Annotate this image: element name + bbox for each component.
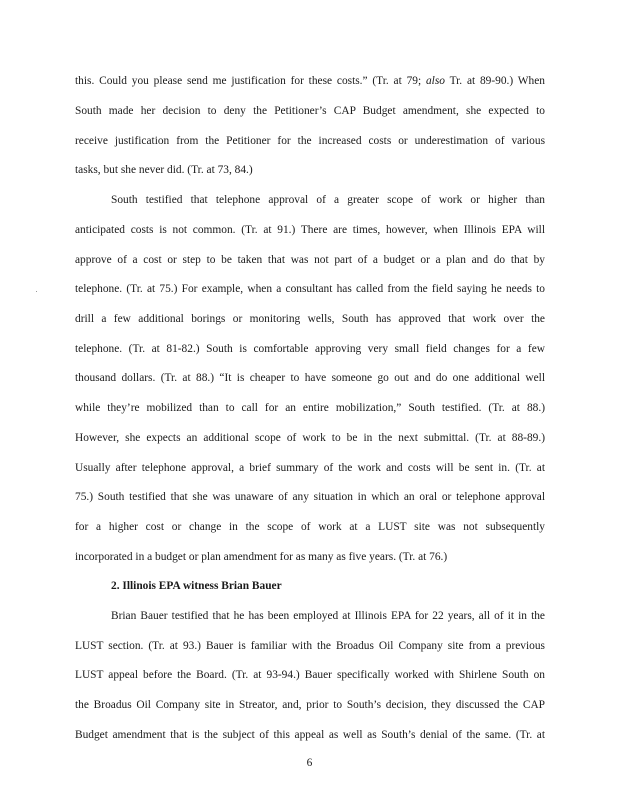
text-line: for a higher cost or change in the scope of work at a LUST site was not subsequently	[75, 521, 545, 533]
text-line: telephone. (Tr. at 75.) For example, when a consultant has called from the field saying he needs to	[75, 283, 545, 295]
text-line: while they’re mobilized than to call for an entire mobilization,” South testified. (Tr. at 88.)	[75, 402, 545, 414]
text-line: tasks, but she never did. (Tr. at 73, 84.)	[75, 164, 253, 176]
text-line: the Broadus Oil Company site in Streator, and, prior to South’s decision, they discussed the CAP	[75, 699, 545, 711]
text-line: anticipated costs is not common. (Tr. at 91.) There are times, however, when Illinois EPA will	[75, 224, 545, 236]
page-number: 6	[306, 757, 313, 769]
paragraph-first-line: Brian Bauer testified that he has been employed at Illinois EPA for 22 years, all of it in the	[111, 610, 545, 622]
text-line: However, she expects an additional scope of work to be in the next submittal. (Tr. at 88-89.)	[75, 432, 545, 444]
text-line: 75.) South testified that she was unaware of any situation in which an oral or telephone approval	[75, 491, 545, 503]
text-line: South made her decision to deny the Petitioner’s CAP Budget amendment, she expected to	[75, 105, 545, 117]
text-line: approve of a cost or step to be taken that was not part of a budget or a plan and do that by	[75, 254, 545, 266]
text-line: drill a few additional borings or monitoring wells, South has approved that work over the	[75, 313, 545, 325]
text-line: Budget amendment that is the subject of this appeal as well as South’s denial of the same. (Tr. at	[75, 729, 545, 741]
paragraph-first-line: South testified that telephone approval of a greater scope of work or higher than	[111, 194, 545, 206]
text-line: receive justification from the Petitioner for the increased costs or underestimation of various	[75, 135, 545, 147]
text-line: telephone. (Tr. at 81-82.) South is comfortable approving very small field changes for a few	[75, 343, 545, 355]
text-line: incorporated in a budget or plan amendment for as many as five years. (Tr. at 76.)	[75, 551, 448, 563]
section-heading: 2. Illinois EPA witness Brian Bauer	[111, 580, 282, 592]
text-line: LUST appeal before the Board. (Tr. at 93-94.) Bauer specifically worked with Shirlene South on	[75, 669, 545, 681]
text-line: Usually after telephone approval, a brief summary of the work and costs will be sent in. (Tr. at	[75, 462, 545, 474]
text-line: this. Could you please send me justification for these costs.” (Tr. at 79; also Tr. at 89-90.) When	[75, 75, 545, 87]
scan-speck	[36, 291, 37, 292]
text-line: thousand dollars. (Tr. at 88.) “It is cheaper to have someone go out and do one additional well	[75, 372, 545, 384]
text-line: LUST section. (Tr. at 93.) Bauer is familiar with the Broadus Oil Company site from a previous	[75, 640, 545, 652]
